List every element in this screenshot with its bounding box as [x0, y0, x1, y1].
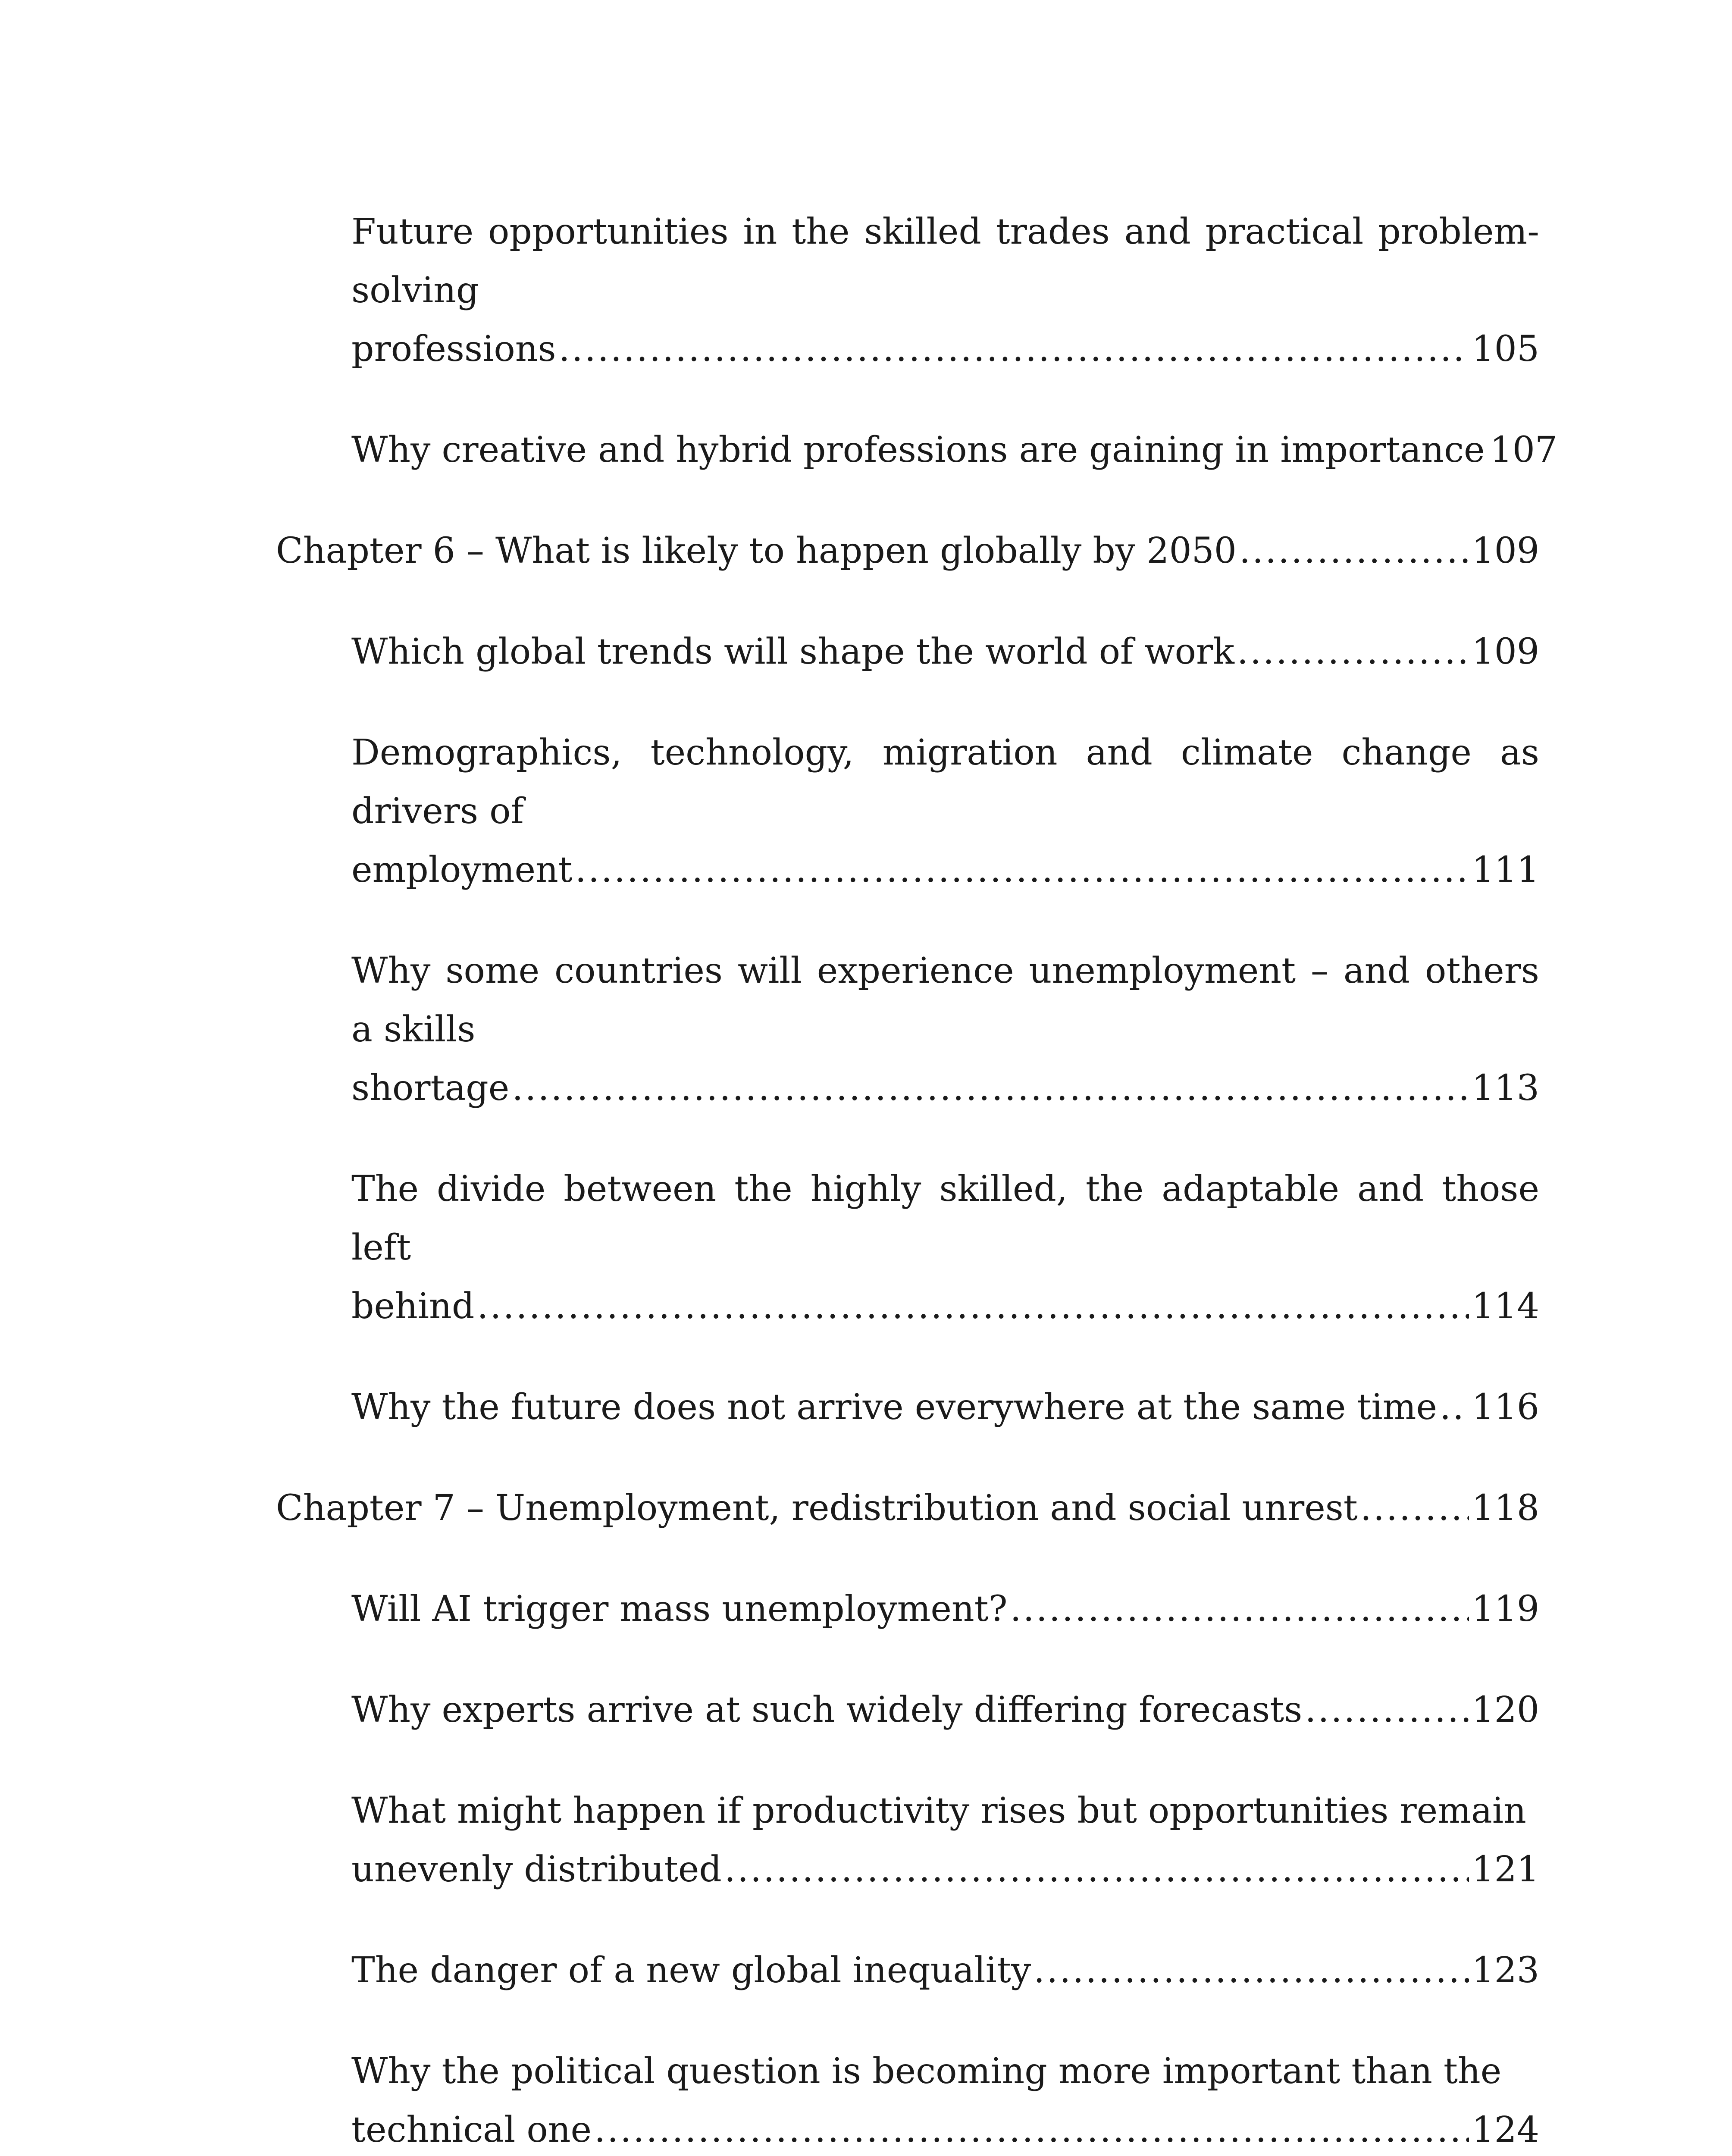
- toc-entry-title: Which global trends will shape the world of work: [351, 631, 1234, 672]
- toc-leader-dots: [1237, 623, 1469, 681]
- toc-entry-last-line: [351, 1277, 1539, 1336]
- toc-entry-title: Will AI trigger mass unemployment?: [351, 1589, 1008, 1630]
- toc-entry-title-line: Future opportunities in the skilled trades and practical problem-solving: [351, 211, 1539, 311]
- toc-leader-dots: [559, 320, 1469, 379]
- toc-entry-last-line: [351, 1941, 1539, 2000]
- toc-entry-last-line: [351, 1378, 1539, 1437]
- toc-page-number: 111: [1472, 849, 1539, 890]
- toc-page-number: 114: [1472, 1286, 1539, 1327]
- toc-entry-title: Why creative and hybrid professions are gaining in importance: [351, 429, 1485, 470]
- toc-entry-title-line: Demographics, technology, migration and climate change as drivers of: [351, 732, 1539, 832]
- toc-page-number: 124: [1472, 2109, 1539, 2150]
- toc-entry-last-line: [351, 1059, 1539, 1118]
- toc-entry-title: professions: [351, 329, 556, 370]
- toc-page-number: 116: [1472, 1387, 1539, 1428]
- toc-entry-title: Why experts arrive at such widely differing forecasts: [351, 1689, 1303, 1730]
- toc-entry[interactable]: [351, 1681, 1539, 1739]
- toc-entry-title: shortage: [351, 1068, 510, 1109]
- toc-entry[interactable]: [351, 203, 1539, 379]
- toc-entry[interactable]: [351, 942, 1539, 1118]
- toc-entry[interactable]: [351, 2042, 1539, 2156]
- toc-chapter-entry[interactable]: [276, 1479, 1539, 1538]
- toc-page-number: 113: [1472, 1068, 1539, 1109]
- toc-leader-dots: [1239, 522, 1469, 580]
- toc-leader-dots: [1034, 1941, 1469, 2000]
- toc-chapter-entry[interactable]: [276, 522, 1539, 580]
- toc-leader-dots: [724, 1840, 1469, 1899]
- toc-entry-last-line: [351, 421, 1558, 479]
- table-of-contents: [276, 203, 1558, 2156]
- toc-entry-last-line: [276, 1479, 1539, 1538]
- toc-chapter-title: Chapter 6 – What is likely to happen globally by 2050: [276, 530, 1237, 571]
- toc-entry[interactable]: [351, 1378, 1539, 1437]
- toc-entry-title: Why the future does not arrive everywhere at the same time: [351, 1387, 1437, 1428]
- toc-entry-last-line: [351, 1580, 1539, 1639]
- toc-chapter-title: Chapter 7 – Unemployment, redistribution and social unrest: [276, 1488, 1358, 1529]
- toc-entry-last-line: [351, 623, 1539, 681]
- toc-entry[interactable]: [351, 421, 1558, 479]
- toc-entry-title: technical one: [351, 2109, 592, 2150]
- toc-leader-dots: [1305, 1681, 1469, 1739]
- toc-leader-dots: [1360, 1479, 1469, 1538]
- toc-page-number: 123: [1472, 1950, 1539, 1991]
- toc-entry[interactable]: [351, 1782, 1539, 1899]
- toc-entry-last-line: [351, 841, 1539, 899]
- toc-leader-dots: [1010, 1580, 1469, 1639]
- toc-leader-dots: [1440, 1378, 1469, 1437]
- toc-leader-dots: [575, 841, 1469, 899]
- toc-entry-title: The danger of a new global inequality: [351, 1950, 1031, 1991]
- toc-leader-dots: [477, 1277, 1469, 1336]
- toc-entry-last-line: [351, 1840, 1539, 1899]
- toc-entry-last-line: [351, 320, 1539, 379]
- toc-entry[interactable]: [351, 1580, 1539, 1639]
- toc-page-number: 120: [1472, 1689, 1539, 1730]
- toc-entry-last-line: [276, 522, 1539, 580]
- toc-entry-title: unevenly distributed: [351, 1849, 722, 1890]
- toc-entry[interactable]: [351, 623, 1539, 681]
- toc-page-number: 119: [1472, 1589, 1539, 1630]
- toc-entry-title-line: What might happen if productivity rises but opportunities remain: [351, 1790, 1526, 1831]
- toc-page-number: 107: [1490, 429, 1558, 470]
- toc-page-number: 109: [1472, 530, 1539, 571]
- toc-entry-title-line: Why some countries will experience unemployment – and others a skills: [351, 950, 1539, 1050]
- toc-entry-title-line: The divide between the highly skilled, the adaptable and those left: [351, 1169, 1539, 1268]
- toc-entry-title: employment: [351, 849, 573, 890]
- toc-page-number: 109: [1472, 631, 1539, 672]
- toc-leader-dots: [512, 1059, 1469, 1118]
- toc-leader-dots: [594, 2101, 1469, 2156]
- toc-entry-last-line: [351, 2101, 1539, 2156]
- toc-page-number: 121: [1472, 1849, 1539, 1890]
- toc-entry[interactable]: [351, 1160, 1539, 1336]
- toc-entry-last-line: [351, 1681, 1539, 1739]
- toc-page-number: 118: [1472, 1488, 1539, 1529]
- toc-entry[interactable]: [351, 724, 1539, 899]
- toc-entry[interactable]: [351, 1941, 1539, 2000]
- toc-page-number: 105: [1472, 329, 1539, 370]
- toc-entry-title-line: Why the political question is becoming more important than the: [351, 2051, 1502, 2092]
- toc-entry-title: behind: [351, 1286, 475, 1327]
